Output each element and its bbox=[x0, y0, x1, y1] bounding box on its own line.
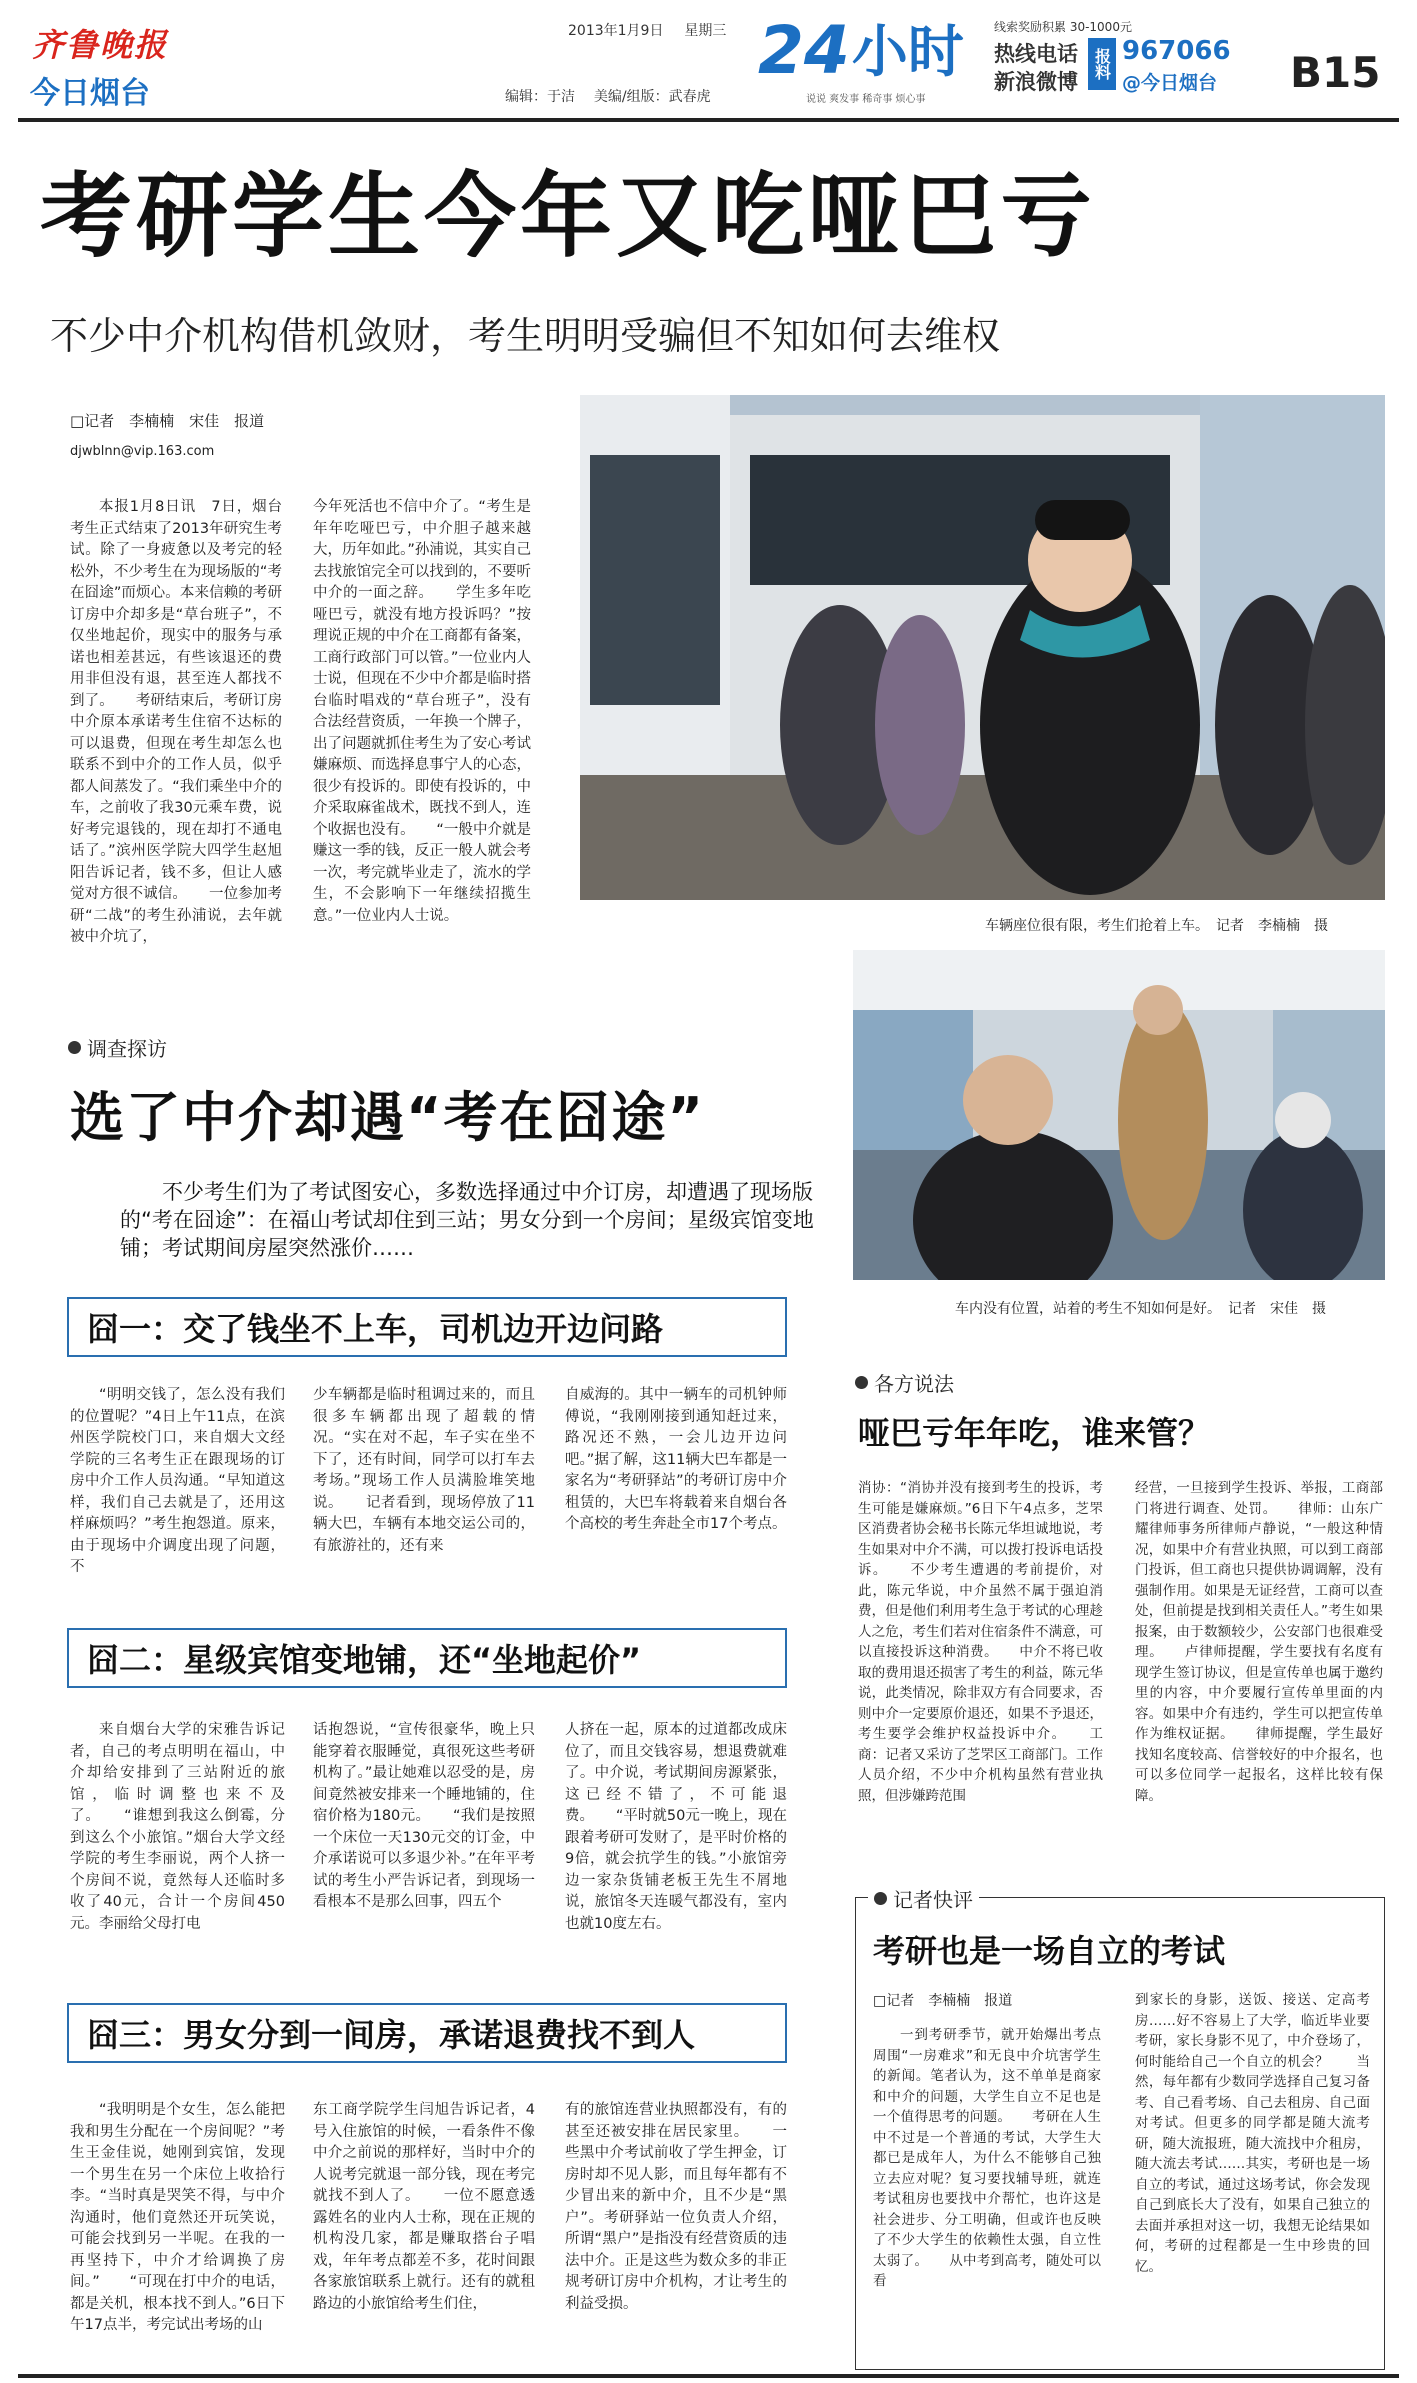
designer-name: 美编/组版：武春虎 bbox=[593, 89, 711, 105]
brand-24-hours bbox=[758, 12, 964, 89]
commentary-title: 考研也是一场自立的考试 bbox=[873, 1932, 1226, 1970]
hotline-label: 热线电话 bbox=[994, 42, 1078, 66]
investigation-title: 选了中介却遇“考在囧途” bbox=[70, 1086, 705, 1149]
brand-24: 24 bbox=[758, 12, 850, 89]
weibo-handle: @今日烟台 bbox=[1122, 72, 1218, 94]
opinions-text-2: 经营，一旦接到学生投诉、举报，工商部门将进行调查、处罚。 律师：山东广耀律师事务所律师卢静说，“一般这种情况，如果中介有营业执照，可以到工商部门投诉，但工商也只提供协调调解，没有强制作用。如果是无证经营，工商可以查处，但前提是找到相关责任人。”考生如果报案，由于数额较少，公安部门也很难受理。 卢律师提醒，学生要找有名度有现学生签订协议，但是宣传单也属于邀约里的内容，中介要履行宣传单里面的内容。如果中介有违约，学生可以把宣传单作为维权证据。 律师提醒，学生最好找知名度较高、信誉较好的中介报名，也可以多位同学一起报名，这样比较有保障。 bbox=[1135, 1480, 1383, 1804]
hotline-reward: 线索奖励积累 30-1000元 bbox=[994, 20, 1132, 34]
section2-header bbox=[67, 1628, 787, 1688]
opinions-tag-label: 各方说法 bbox=[874, 1372, 954, 1396]
lead-article-text-2: 今年死活也不信中介了。“考生是年年吃哑巴亏，中介胆子越来越大，历年如此。”孙浦说，其实自己去找旅馆完全可以找到的，不要听中介的一面之辞。 学生多年吃哑巴亏，就没有地方投诉吗？”按理说正规的中介在工商都有备案，工商行政部门可以管。”一位业内人士说，但现在不少中介都是临时搭台临时唱戏的“草台班子”，没有合法经营资质，一年换一个牌子，出了问题就抓住考生为了安心考试嫌麻烦、而选择息事宁人的心态，很少有投诉的。即使有投诉的，中介采取麻雀战术，既找不到人，连个收据也没有。 “一般中介就是赚这一季的钱，反正一般人就会考一次，考完就毕业走了，流水的学生，不会影响下一年继续招揽生意。”一位业内人士说。 bbox=[313, 499, 531, 924]
investigation-tag-label: 调查探访 bbox=[87, 1037, 167, 1061]
section1-header bbox=[67, 1297, 787, 1357]
paper-name: 齐鲁晚报 bbox=[32, 26, 169, 64]
page-bottom-rule bbox=[18, 2374, 1399, 2378]
section2-title: 囧二：星级宾馆变地铺，还“坐地起价” bbox=[87, 1641, 642, 1679]
opinions-title: 哑巴亏年年吃，谁来管？ bbox=[858, 1414, 1211, 1452]
section2-text-3: 人挤在一起，原本的过道都改成床位了，而且交钱容易，想退费就难了。中介说，考试期间房源紧张，这已经不错了，不可能退费。 “平时就50元一晚上，现在跟着考研可发财了，是平时价格的9倍，就会抗学生的钱。”小旅馆旁边一家杂货铺老板王先生不屑地说，旅馆冬天连暖气都没有，室内也就10度左右。 bbox=[565, 1722, 787, 1932]
main-subtitle: 不少中介机构借机敛财，考生明明受骗但不知如何去维权 bbox=[50, 314, 1001, 358]
section3-title: 囧三：男女分到一间房，承诺退费找不到人 bbox=[87, 2016, 696, 2054]
weibo-label: 新浪微博 bbox=[994, 70, 1078, 94]
commentary-tag bbox=[868, 1884, 979, 1913]
section1-column-2 bbox=[313, 1385, 535, 1585]
masthead bbox=[0, 0, 1417, 118]
hotline-number: 967066 bbox=[1122, 36, 1231, 66]
tag-bullet-icon bbox=[68, 1041, 81, 1054]
report-label: 报料 bbox=[1092, 48, 1112, 80]
section2-text-2: 话抱怨说，“宣传很豪华，晚上只能穿着衣服睡觉，真很死这些考研机构了。”最让她难以忍受的是，房间竟然被安排来一个睡地铺的，住宿价格为180元。 “我们是按照一个床位一天130元交的订金，中介承诺说可以多退少补。”在年平考试的考生小严告诉记者，到现场一看根本不是那么回事，四五个 bbox=[313, 1722, 535, 1910]
editor-name: 编辑：于洁 bbox=[505, 89, 575, 105]
section3-column-2 bbox=[313, 2100, 535, 2340]
edition-info bbox=[568, 20, 726, 40]
section3-text-2: 东工商学院学生闫旭告诉记者，4号入住旅馆的时候，一看条件不像中介之前说的那样好，当时中介的人说考完就退一部分钱，现在考完就找不到人了。 一位不愿意透露姓名的业内人士称，现在正规的机构没几家，都是赚取搭台子唱戏，年年考点都差不多，花时间跟各家旅馆联系上就行。还有的就租路边的小旅馆给考生们住， bbox=[313, 2102, 535, 2312]
section3-column-3 bbox=[565, 2100, 787, 2340]
section1-text-3: 自威海的。其中一辆车的司机钟师傅说，“我刚刚接到通知赶过来，路况还不熟，一会儿边开边问吧。”据了解，这11辆大巴车都是一家名为“考研驿站”的考研订房中介租赁的，大巴车将载着来自烟台各个高校的考生奔赴全市17个考点。 bbox=[565, 1387, 787, 1532]
issue-weekday: 星期三 bbox=[684, 23, 727, 39]
opinions-tag bbox=[855, 1368, 954, 1397]
investigation-intro: 不少考生们为了考试图安心，多数选择通过中介订房，却遭遇了现场版的“考在囧途”：在福山考试却住到三站；男女分到一个房间；星级宾馆变地铺；考试期间房屋突然涨价…… bbox=[120, 1180, 814, 1260]
section3-text-1: “我明明是个女生，怎么能把我和男生分配在一个房间呢？”考生王金佳说，她刚到宾馆，发现一个男生在另一个床位上收拾行李。“当时真是哭笑不得，与中介沟通时，他们竟然还开玩笑说，可能会找到另一半呢。在我的一再坚持下，中介才给调换了房间。” “可现在打中介的电话，都是关机，根本找不到人。”6日下午17点半，考完试出考场的山 bbox=[70, 2102, 285, 2333]
section1-text-2: 少车辆都是临时租调过来的，而且很多车辆都出现了超载的情况。“实在对不起，车子实在坐不下了，还有时间，同学可以打车去考场。”现场工作人员满脸堆笑地说。 记者看到，现场停放了11辆大巴，车辆有本地交运公司的，有旅游社的，还有来 bbox=[313, 1387, 535, 1554]
photo2-caption: 车内没有位置，站着的考生不知如何是好。 记者 宋佳 摄 bbox=[955, 1301, 1326, 1317]
commentary-tag-label: 记者快评 bbox=[893, 1888, 973, 1912]
section3-header bbox=[67, 2003, 787, 2063]
editor-info bbox=[505, 86, 711, 106]
lead-article-column-2 bbox=[313, 497, 531, 987]
brand-slogan: 说说 爽发事 稀奇事 烦心事 bbox=[806, 94, 926, 105]
photo1-caption: 车辆座位很有限，考生们抢着上车。 记者 李楠楠 摄 bbox=[985, 918, 1328, 934]
opinions-text-1: 消协：“消协并没有接到考生的投诉，考生可能是嫌麻烦。”6日下午4点多，芝罘区消费者协会秘书长陈元华坦诚地说，考生如果对中介不满，可以拨打投诉电话投诉。 不少考生遭遇的考前提价，对此，陈元华说，中介虽然不属于强迫消费，但是他们利用考生急于考试的心理趁人之危，考生们若对住宿条件不满意，可以直接投诉这种消费。 中介不将已收取的费用退还损害了考生的利益，陈元华说，此类情况，除非双方有合同要求，否则中介一定要原价退还，如果不予退还，考生要学会维护权益投诉中介。 工商：记者又采访了芝罘区工商部门。工作人员介绍，不少中介机构虽然有营业执照，但涉嫌跨范围 bbox=[858, 1480, 1103, 1804]
report-badge bbox=[1088, 38, 1116, 90]
section1-column-3 bbox=[565, 1385, 787, 1585]
lead-article-text-1: 本报1月8日讯 7日，烟台考生正式结束了2013年研究生考试。除了一身疲惫以及考完的轻松外，不少考生在为现场版的“考在囧途”而烦心。本来信赖的考研订房中介却多是“草台班子”，不仅坐地起价，现实中的服务与承诺也相差甚远，有些该退还的费用非但没有退，甚至连人都找不到了。 考研结束后，考研订房中介原本承诺考生住宿不达标的可以退费，但现在考生却怎么也联系不到中介的工作人员，似乎都人间蒸发了。“我们乘坐中介的车，之前收了我30元乘车费，说好考完退钱的，现在却打不通电话了。”滨州医学院大四学生赵旭阳告诉记者，钱不多，但让人感觉对方很不诚信。 一位参加考研“二战”的考生孙浦说，去年就被中介坑了， bbox=[70, 499, 282, 945]
commentary-column-2 bbox=[1135, 1990, 1370, 2355]
section2-column-3 bbox=[565, 1720, 787, 1960]
section1-title: 囧一：交了钱坐不上车，司机边开边问路 bbox=[87, 1310, 664, 1348]
page-number: B15 bbox=[1290, 48, 1381, 97]
investigation-tag bbox=[68, 1033, 167, 1062]
photo-students-boarding-bus bbox=[580, 395, 1385, 900]
section1-column-1 bbox=[70, 1385, 285, 1585]
commentary-byline: □记者 李楠楠 报道 bbox=[873, 1993, 1013, 2009]
section-name: 今日烟台 bbox=[30, 76, 150, 111]
tag-bullet-icon bbox=[874, 1892, 887, 1905]
section2-text-1: 来自烟台大学的宋雅告诉记者，自己的考点明明在福山，中介却给安排到了三站附近的旅馆，临时调整也来不及了。 “谁想到我这么倒霉，分到这么个小旅馆。”烟台大学文经学院的考生李丽说，两个人挤一个房间不说，竟然每人还临时多收了40元，合计一个房间450元。李丽给父母打电 bbox=[70, 1722, 285, 1932]
commentary-text-2: 到家长的身影，送饭、接送、定高考房……好不容易上了大学，临近毕业要考研，家长身影不见了，中介登场了，何时能给自己一个自立的机会？ 当然，每年都有少数同学选择自己复习备考、自己看考场、自己去租房、自己面对考试。但更多的同学都是随大流考研，随大流报班，随大流找中介租房，随大流去考试……其实，考研也是一场自立的考试，通过这场考试，你会发现自己到底长大了没有，如果自己独立的去面并承担对这一切，我想无论结果如何，考研的过程都是一生中珍贵的回忆。 bbox=[1135, 1992, 1370, 2275]
section1-text-1: “明明交钱了，怎么没有我们的位置呢？”4日上午11点，在滨州医学院校门口，来自烟大文经学院的三名考生正在跟现场的订房中介工作人员沟通。“早知道这样，我们自己去就是了，还用这样麻烦吗？”考生抱怨道。原来，由于现场中介调度出现了问题，不 bbox=[70, 1387, 285, 1575]
byline-reporters: □记者 李楠楠 宋佳 报道 bbox=[70, 412, 265, 430]
main-headline: 考研学生今年又吃哑巴亏 bbox=[40, 163, 1097, 270]
byline-email: djwblnn@vip.163.com bbox=[70, 444, 215, 459]
issue-date: 2013年1月9日 bbox=[568, 23, 664, 39]
commentary-column-1 bbox=[873, 2025, 1101, 2355]
masthead-divider bbox=[18, 118, 1399, 122]
opinions-column-1 bbox=[858, 1478, 1103, 1858]
commentary-text-1: 一到考研季节，就开始爆出考点周围“一房难求”和无良中介坑害学生的新闻。笔者认为，这不单单是商家和中介的问题，大学生自立不足也是一个值得思考的问题。 考研在人生中不过是一个普通的考试，大学生大都已是成年人，为什么不能够自己独立去应对呢？复习要找辅导班，就连考试租房也要找中介帮忙，也许这是社会进步、分工明确，但或许也反映了不少大学生的依赖性太强，自立性太弱了。 从中考到高考，随处可以看 bbox=[873, 2027, 1101, 2289]
brand-hours: 小时 bbox=[851, 20, 964, 85]
section2-column-1 bbox=[70, 1720, 285, 1960]
tag-bullet-icon bbox=[855, 1376, 868, 1389]
section3-column-1 bbox=[70, 2100, 285, 2340]
opinions-column-2 bbox=[1135, 1478, 1383, 1858]
section3-text-3: 有的旅馆连营业执照都没有，有的甚至还被安排在居民家里。 一些黑中介考试前收了学生押金，订房时却不见人影，而且每年都有不少冒出来的新中介，且不少是“黑户”。考研驿站一位负责人介绍，所谓“黑户”是指没有经营资质的违法中介。正是这些为数众多的非正规考研订房中介机构，才让考生的利益受损。 bbox=[565, 2102, 787, 2312]
photo-students-inside-bus bbox=[853, 950, 1385, 1280]
section2-column-2 bbox=[313, 1720, 535, 1960]
lead-article-column-1 bbox=[70, 497, 282, 987]
